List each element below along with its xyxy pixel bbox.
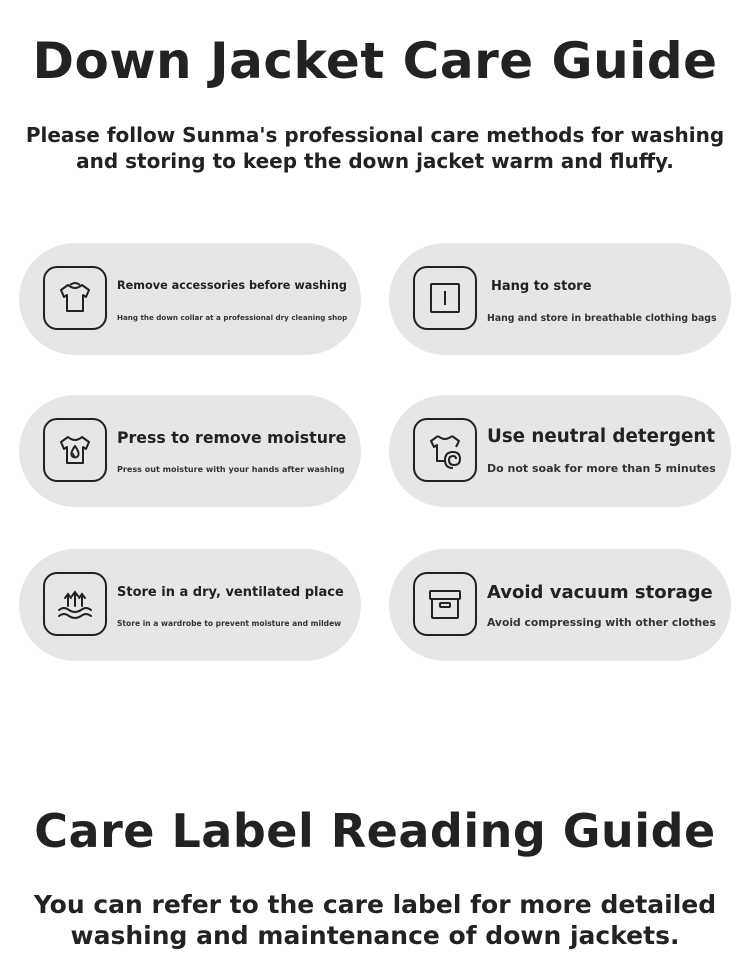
- care-card-title: Avoid vacuum storage: [487, 582, 713, 603]
- care-card-neutral-detergent: [389, 395, 731, 507]
- care-card-description: Press out moisture with your hands after washing: [117, 465, 345, 474]
- ventilation-waves-icon: [43, 572, 107, 636]
- page-subtitle: Please follow Sunma's professional care methods for washing and storing to keep the down jacket warm and fluffy.: [25, 123, 725, 173]
- page-title: Down Jacket Care Guide: [32, 32, 718, 90]
- care-card-title: Press to remove moisture: [117, 428, 347, 447]
- care-card-press-moisture: [19, 395, 361, 507]
- care-card-avoid-vacuum: [389, 549, 731, 661]
- care-card-title: Hang to store: [491, 279, 592, 294]
- storage-box-icon: [413, 572, 477, 636]
- section-subtitle: You can refer to the care label for more detailed washing and maintenance of down jackets.: [33, 890, 717, 950]
- care-card-description: Hang the down collar at a professional dry cleaning shop: [117, 313, 348, 322]
- hang-store-icon: [413, 266, 477, 330]
- care-card-title: Use neutral detergent: [487, 426, 716, 447]
- care-card-dry-ventilated: [19, 549, 361, 661]
- care-card-description: Avoid compressing with other clothes: [487, 616, 716, 629]
- care-card-description: Hang and store in breathable clothing bags: [487, 313, 717, 324]
- care-card-hang-to-store: [389, 243, 731, 355]
- care-card-title: Remove accessories before washing: [117, 279, 347, 292]
- care-card-description: Store in a wardrobe to prevent moisture and mildew: [117, 619, 342, 628]
- shirt-water-drop-icon: [43, 418, 107, 482]
- shirt-swirl-icon: [413, 418, 477, 482]
- care-card-description: Do not soak for more than 5 minutes: [487, 462, 716, 475]
- care-card-title: Store in a dry, ventilated place: [117, 585, 344, 600]
- care-card-remove-accessories: [19, 243, 361, 355]
- tshirt-icon: [43, 266, 107, 330]
- section-title: Care Label Reading Guide: [34, 804, 716, 858]
